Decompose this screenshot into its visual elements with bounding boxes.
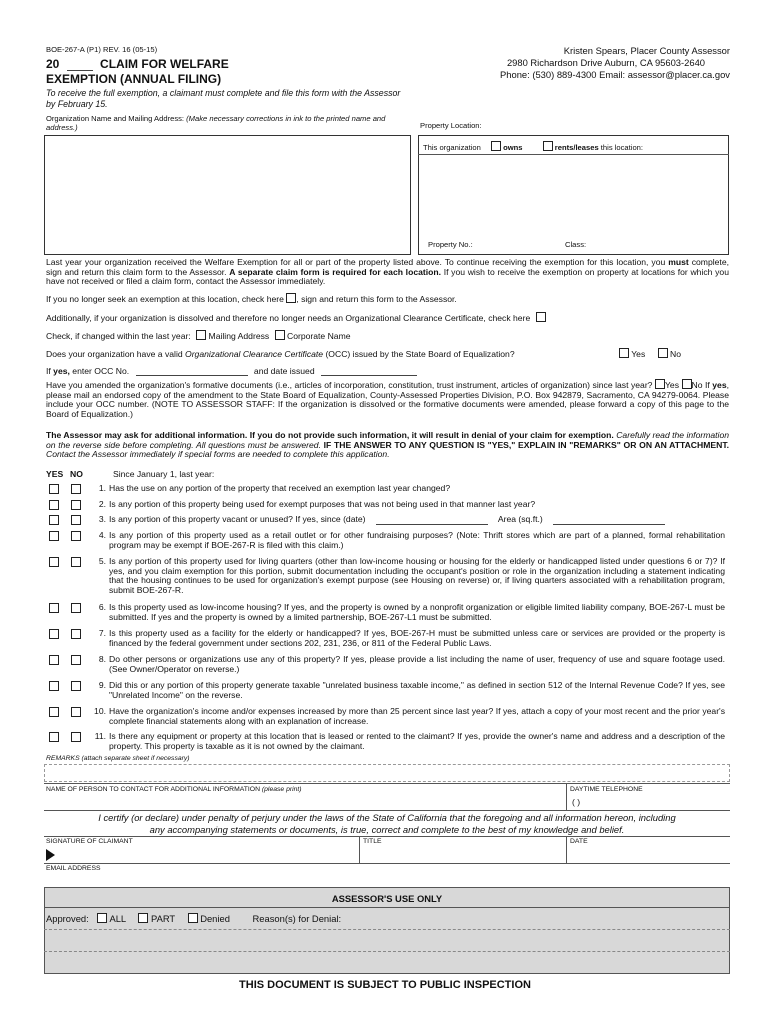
q9-yes-checkbox[interactable] xyxy=(49,681,59,691)
question-row: 9. Did this or any portion of this property generate taxable "unrelated business taxable income," as defined in section 512 of the Internal Revenue Code? If yes, see "Unrelated Income" on the reverse. xyxy=(46,681,736,703)
changed-row: Check, if changed within the last year: Mailing Address Corporate Name xyxy=(46,331,351,341)
class-label: Class: xyxy=(565,240,587,249)
no-longer-checkbox[interactable] xyxy=(286,293,296,303)
contact-name-field[interactable] xyxy=(46,793,566,808)
property-no-label: Property No.: xyxy=(428,240,473,249)
warning-paragraph: The Assessor may ask for additional information. If you do not provide such information, it will result in denial of your claim for exemption. Carefully read the information on the reverse side before completing. All questions must be answered. IF THE ANSWER TO ANY QUESTION IS "YES," EXPLAIN IN "REMARKS" OR ON AN ATTACHMENT. Contact the Assessor immediately if special forms are needed to complete this application. xyxy=(46,430,729,460)
approval-row: Approved: ALL PART Denied Reason(s) for Denial: xyxy=(46,913,342,924)
q3-yes-checkbox[interactable] xyxy=(49,515,59,525)
year-field[interactable] xyxy=(67,60,93,71)
q3-no-checkbox[interactable] xyxy=(71,515,81,525)
q1-yes-checkbox[interactable] xyxy=(49,484,59,494)
email-label: EMAIL ADDRESS xyxy=(46,865,101,872)
ownership-row: This organization owns rents/leases this location: xyxy=(423,143,644,152)
no-longer-row: If you no longer seek an exemption at this location, check here , sign and return this form to the Assessor. xyxy=(46,294,457,304)
dissolved-row: Additionally, if your organization is dissolved and therefore no longer needs an Organizational Clearance Certificate, check here xyxy=(46,312,546,323)
q3-since-date-field[interactable] xyxy=(376,516,488,525)
email-field[interactable] xyxy=(46,873,728,886)
q9-no-checkbox[interactable] xyxy=(71,681,81,691)
assessor-use-heading: ASSESSOR'S USE ONLY xyxy=(331,893,443,904)
remarks-field[interactable] xyxy=(44,764,730,782)
divider xyxy=(566,837,567,863)
phone-label: DAYTIME TELEPHONE xyxy=(570,786,643,793)
q3-area-field[interactable] xyxy=(553,516,665,525)
certify-line2: any accompanying statements or documents, is true, correct and complete to the best of my knowledge and belief. xyxy=(149,824,625,835)
date-field[interactable] xyxy=(570,847,728,862)
amended-yes-checkbox[interactable] xyxy=(655,379,665,389)
yes-column-header: YES xyxy=(46,469,64,479)
approved-all-checkbox[interactable] xyxy=(97,913,107,923)
question-row: 7. Is this property used as a facility for the elderly or handicapped? If yes, BOE-267-H must be submitted unless care or services are provided or the property is financed by the federal government under sections 202, 231, 236, or 811 of the Federal Public Laws. xyxy=(46,629,736,651)
occ-question: Does your organization have a valid Organizational Clearance Certificate (OCC) issued by the State Board of Equalization? xyxy=(46,349,515,359)
question-row: 3. Is any portion of this property vacant or unused? If yes, since (date) Area (sq.ft.) xyxy=(46,515,736,527)
q7-yes-checkbox[interactable] xyxy=(49,629,59,639)
title-field[interactable] xyxy=(363,847,563,862)
divider xyxy=(44,863,730,864)
approved-part-checkbox[interactable] xyxy=(138,913,148,923)
date-label: DATE xyxy=(570,838,588,845)
title-label: TITLE xyxy=(363,838,382,845)
q5-yes-checkbox[interactable] xyxy=(49,557,59,567)
question-row: 2. Is any portion of this property being used for exempt purposes that was not being used in that manner last year? xyxy=(46,500,736,512)
q6-no-checkbox[interactable] xyxy=(71,603,81,613)
property-location-label: Property Location: xyxy=(420,121,482,130)
divider xyxy=(44,810,730,811)
q11-no-checkbox[interactable] xyxy=(71,732,81,742)
remarks-label: REMARKS (attach separate sheet if necessary) xyxy=(46,755,190,762)
q7-no-checkbox[interactable] xyxy=(71,629,81,639)
divider xyxy=(418,154,729,155)
divider xyxy=(359,837,360,863)
q10-yes-checkbox[interactable] xyxy=(49,707,59,717)
signature-field[interactable] xyxy=(60,846,358,862)
corporate-name-checkbox[interactable] xyxy=(275,330,285,340)
year-prefix: 20 xyxy=(46,57,60,71)
occ-yes-checkbox[interactable] xyxy=(619,348,629,358)
question-row: 8. Do other persons or organizations use any of this property? If yes, please provide a list including the name of user, frequency of use and square footage used. (See Owner/Operator on reverse.) xyxy=(46,655,736,677)
no-column-header: NO xyxy=(70,469,83,479)
q1-no-checkbox[interactable] xyxy=(71,484,81,494)
divider xyxy=(44,951,730,952)
property-location-box[interactable] xyxy=(418,135,729,255)
divider xyxy=(44,783,730,784)
owns-checkbox[interactable] xyxy=(491,141,501,151)
q8-yes-checkbox[interactable] xyxy=(49,655,59,665)
occ-number-field[interactable] xyxy=(136,367,248,376)
rents-checkbox[interactable] xyxy=(543,141,553,151)
form-title-line2: EXEMPTION (ANNUAL FILING) xyxy=(46,72,222,86)
certify-line1: I certify (or declare) under penalty of perjury under the laws of the State of California that the foregoing and all information hereon, including xyxy=(98,812,676,823)
q5-no-checkbox[interactable] xyxy=(71,557,81,567)
occ-yes-no: Yes No xyxy=(619,348,681,359)
contact-name-label: NAME OF PERSON TO CONTACT FOR ADDITIONAL INFORMATION (please print) xyxy=(46,786,302,793)
intro-paragraph: Last year your organization received the Welfare Exemption for all or part of the property listed above. To continue receiving the exemption for this location, you must complete, sign and return this claim form to the Assessor. A separate claim form is required for each location. If you wish to receive the exemption on property at locations for which you have not received or filed a claim form, contact the Assessor immediately. xyxy=(46,257,729,287)
occ-no-checkbox[interactable] xyxy=(658,348,668,358)
q8-no-checkbox[interactable] xyxy=(71,655,81,665)
q2-no-checkbox[interactable] xyxy=(71,500,81,510)
divider xyxy=(44,907,730,908)
divider xyxy=(44,929,730,930)
q4-yes-checkbox[interactable] xyxy=(49,531,59,541)
q6-yes-checkbox[interactable] xyxy=(49,603,59,613)
q4-no-checkbox[interactable] xyxy=(71,531,81,541)
dissolved-checkbox[interactable] xyxy=(536,312,546,322)
signature-label: SIGNATURE OF CLAIMANT xyxy=(46,838,133,845)
q2-yes-checkbox[interactable] xyxy=(49,500,59,510)
org-label: Organization Name and Mailing Address: (Make necessary corrections in ink to the printed name and address.) xyxy=(46,114,386,132)
org-name-address-box[interactable] xyxy=(44,135,411,255)
form-title-line1 xyxy=(46,57,229,71)
form-id: BOE-267-A (P1) REV. 16 (05-15) xyxy=(46,45,158,54)
question-row: 4. Is any portion of this property used as a retail outlet or for other fundraising purposes? (Note: Thrift stores which are part of a planned, formal rehabilitation program may be exempt if BOE-267-R is filed with this claim.) xyxy=(46,531,736,553)
question-row: 11. Is there any equipment or property at this location that is leased or rented to the claimant? If yes, provide the owner's name and address and a description of the property. This property is taxable as it is not owned by the claimant. xyxy=(46,732,736,754)
q11-yes-checkbox[interactable] xyxy=(49,732,59,742)
filing-instruction: To receive the full exemption, a claimant must complete and file this form with the Assessor by February 15. xyxy=(46,88,401,109)
occ-date-field[interactable] xyxy=(321,367,417,376)
amended-paragraph: Have you amended the organization's formative documents (i.e., articles of incorporation, constitution, trust instrument, articles of organization) since last year? Yes No If yes, please mail an endorsed copy of the amendment to the State Board of Equalization, County-Assessed Properties Division, P.O. Box 942879, Sacramento, CA 94279-0064. Please include your OCC number. (NOTE TO ASSESSOR STAFF: If the organization is dissolved or the formative documents were amended, please forward a copy of this page to the Board of Equalization.) xyxy=(46,380,730,419)
denied-checkbox[interactable] xyxy=(188,913,198,923)
question-row: 5. Is any portion of this property used for living quarters (other than low-income housing or housing for the elderly or handicapped listed under questions 6 or 7)? If yes, and you claim exemption for this portion, submit documentation including the occupant's position or role in the organization including a statement indicating that the housing continues to be used for organization's exempt purpose (see Housing on reverse) or, if living quarters associated with a rehabilitation program, submit BOE-267-R. xyxy=(46,557,736,599)
question-row: 10. Have the organization's income and/or expenses increased by more than 25 percent since last year? If yes, attach a copy of your most recent and the prior year's complete financial statements along with an explanation of increase. xyxy=(46,707,736,729)
assessor-name: Kristen Spears, Placer County Assessor xyxy=(563,45,730,56)
phone-field[interactable]: ( ) xyxy=(572,797,581,807)
divider xyxy=(44,836,730,837)
mailing-address-checkbox[interactable] xyxy=(196,330,206,340)
assessor-contact: Phone: (530) 889-4300 Email: assessor@placer.ca.gov xyxy=(500,69,730,80)
question-row: 1. Has the use on any portion of the property that received an exemption last year changed? xyxy=(46,484,736,496)
question-row: 6. Is this property used as low-income housing? If yes, and the property is owned by a nonprofit organization or eligible limited liability company, BOE-267-L must be submitted. If yes and the property is owned by a limited partnership, BOE-267-L1 must be submitted. xyxy=(46,603,736,625)
amended-no-checkbox[interactable] xyxy=(682,379,692,389)
since-label: Since January 1, last year: xyxy=(113,469,215,479)
q10-no-checkbox[interactable] xyxy=(71,707,81,717)
sign-here-arrow-icon xyxy=(46,849,55,861)
title-line1: CLAIM FOR WELFARE xyxy=(100,57,229,71)
assessor-address: 2980 Richardson Drive Auburn, CA 95603-2640 xyxy=(506,57,705,68)
occ-number-row: If yes, enter OCC No. and date issued xyxy=(46,366,417,376)
public-inspection-footer: THIS DOCUMENT IS SUBJECT TO PUBLIC INSPECTION xyxy=(239,979,531,991)
divider xyxy=(566,784,567,810)
